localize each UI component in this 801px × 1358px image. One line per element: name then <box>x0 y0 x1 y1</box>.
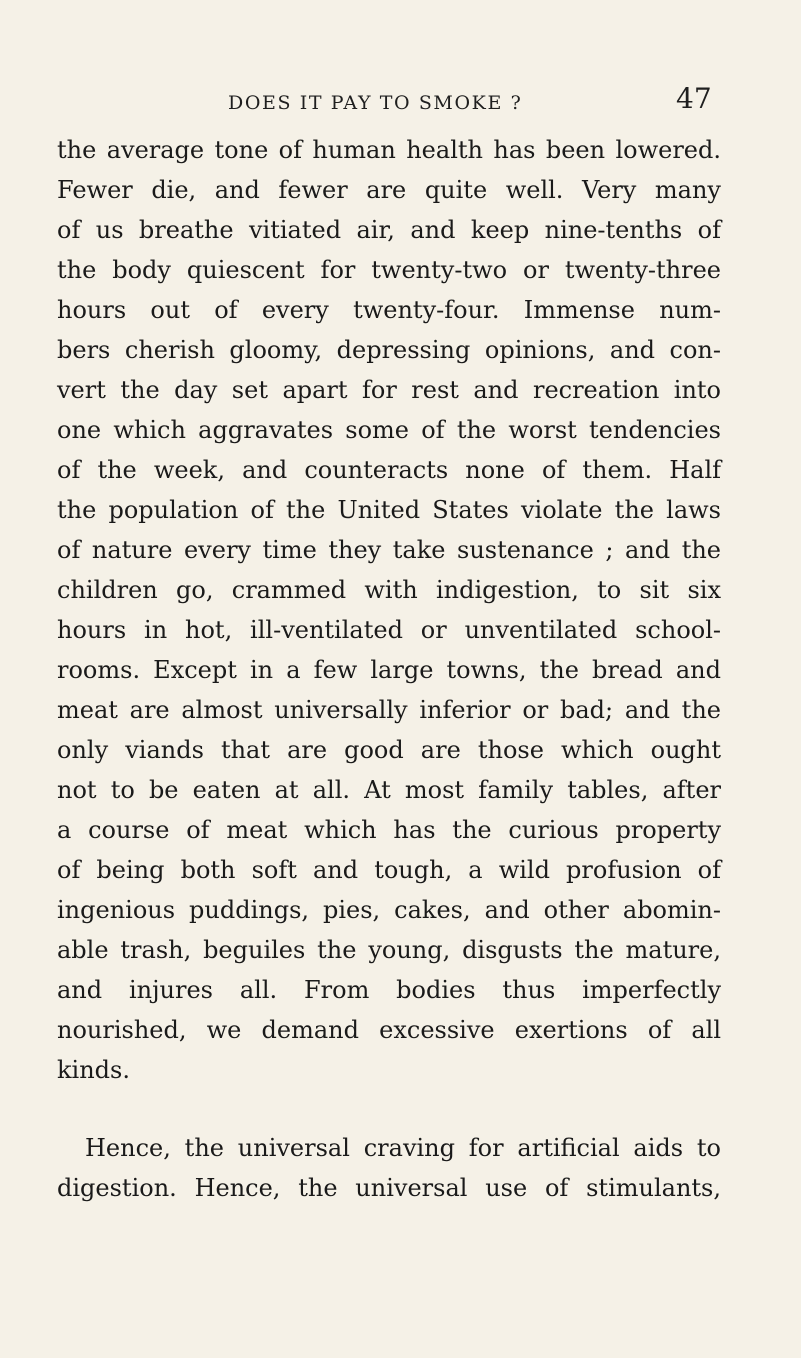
text-line: bers cherish gloomy, depressing opinions, and con- <box>57 336 721 364</box>
text-line: of us breathe vitiated air, and keep nine-tenths of <box>57 216 721 244</box>
text-line: rooms. Except in a few large towns, the bread and <box>57 656 721 684</box>
paragraph-2 <box>57 1128 721 1208</box>
text-line: only viands that are good are those which ought <box>57 736 721 764</box>
text-line: able trash, beguiles the young, disgusts the mature, <box>57 936 721 964</box>
text-line: nourished, we demand excessive exertions of all <box>57 1016 721 1044</box>
page-number: 47 <box>676 82 712 115</box>
paragraph-1 <box>57 130 721 1090</box>
text-line: kinds. <box>57 1056 130 1084</box>
text-line: ingenious puddings, pies, cakes, and other abomin- <box>57 896 721 924</box>
text-line: of the week, and counteracts none of them. Half <box>57 456 721 484</box>
text-line: and injures all. From bodies thus imperfectly <box>57 976 721 1004</box>
text-line: Hence, the universal craving for artificial aids to <box>85 1134 721 1162</box>
text-line: a course of meat which has the curious property <box>57 816 721 844</box>
text-line: vert the day set apart for rest and recreation into <box>57 376 721 404</box>
text-line: one which aggravates some of the worst tendencies <box>57 416 721 444</box>
text-line: the body quiescent for twenty-two or twenty-three <box>57 256 721 284</box>
paragraph-gap <box>57 1090 721 1128</box>
text-line: children go, crammed with indigestion, to sit six <box>57 576 721 604</box>
text-line: of nature every time they take sustenance ; and the <box>57 536 721 564</box>
body-text <box>57 130 721 1208</box>
text-line: hours in hot, ill-ventilated or unventilated school- <box>57 616 721 644</box>
text-line: digestion. Hence, the universal use of stimulants, <box>57 1174 721 1202</box>
text-line: not to be eaten at all. At most family tables, after <box>57 776 721 804</box>
text-line: the average tone of human health has been lowered. <box>57 136 721 164</box>
text-line: the population of the United States violate the laws <box>57 496 721 524</box>
running-head: DOES IT PAY TO SMOKE ? <box>228 92 523 114</box>
text-line: meat are almost universally inferior or bad; and the <box>57 696 721 724</box>
text-line: of being both soft and tough, a wild profusion of <box>57 856 721 884</box>
text-line: hours out of every twenty-four. Immense num- <box>57 296 721 324</box>
text-line: Fewer die, and fewer are quite well. Very many <box>57 176 721 204</box>
